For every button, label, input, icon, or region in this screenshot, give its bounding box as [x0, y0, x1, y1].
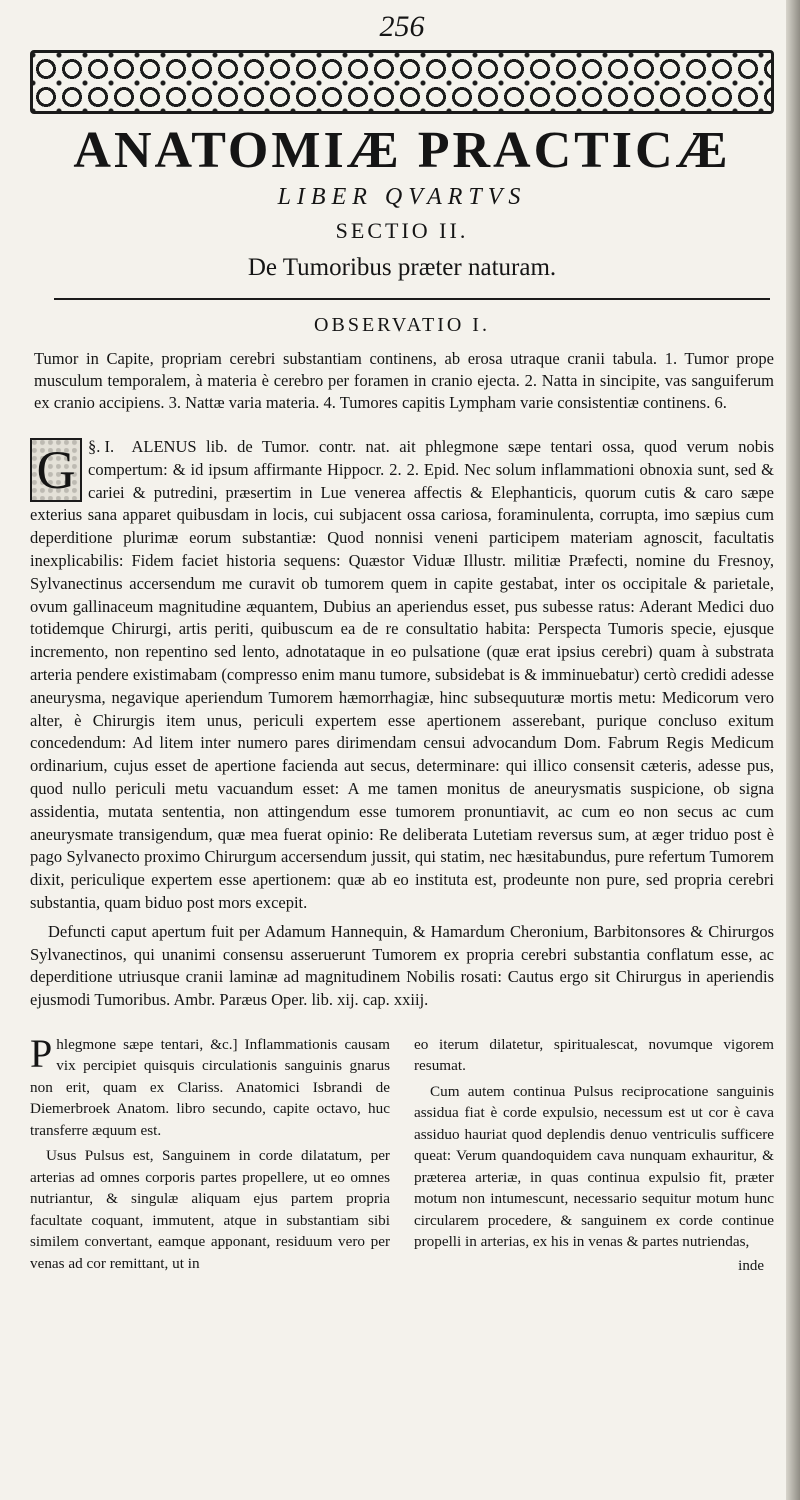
- paragraph-1-text: ALENUS lib. de Tumor. contr. nat. ait phlegmone sæpe tentari ossa, quod verum nobis compertum: & id ipsum affirmante Hippocr. 2. 2. Epid. Nec solum inflammationi obnoxia sunt, sed & cariei & putredini, præsertim in Lue venerea affectis & Elephanticis, quorum cutis & caro sæpe exterius sana apparet quibusdam in locis, cui subjacent ossa cariosa, foraminulenta, corrupta, imo sæpius cum deperditione plurimæ eorum substantiæ: Quod nonnisi veneni participem materiam agnoscit, facultatis inexplicabilis: Fidem faciet historia sequens: Quæstor Viduæ Illustr. militiæ Præfecti, nomine du Fresnoy, Sylvanectinus accersendum me curavit ob tumorem quem in capite gestabat, inter os occipitale & parietale, ovum gallinaceum magnitudine æquantem, Dubius an aperiendus esset, pus subesse ratus: Aderant Medici duo totidemque Chirurgi, artis periti, quibuscum ea de re consultatio habita: Perspecta Tumoris specie, ejusque incremento, non repentino sed lento, adnotataque in eo pulsatione (quæ erat ipsius cerebri) quam à substrata arteria pendere existimabam (compresso enim manu tumore, subsidebat is & imminuebatur) certò credidi adesse aneurysma, negavique aperiendum Tumorem hæmorrhagiæ, hinc subsequuturæ mortis metu: Medicorum vero alter, è Chirurgis item unus, periculi expertem esse apertionem asserebant, purique concluso exitum concedendum: Ad litem inter numero pares dirimendam censui advocandum Dom. Fabrum Regis Medicum ordinarium, cujus esset de apertione facienda aut secus, determinare: qui illico consensit cæteris, adesse pus, quod nullo periculi metu vacuandum esset: A me tamen monitus de aneurysmatis suspicione, ob signa assidentia, mutata sententia, non attingendum esse tumorem pronuntiavit, ac cum eo non secus ac cum aneurysmate transigendum, quæ mea fuerat opinio: Re deliberata Lutetiam reversus sum, at æger triduo post è pago Sylvanecto proximo Chirurgum accersendum jussit, qui statim, nec hæsitabundus, pure refertum Tumorem dixit, periculique expertem esse apertionem: quæ ab eo instituta est, prodeunte non pure, sed propria cerebri substantia, quam biduo post mors excepit.: [30, 437, 774, 912]
- commentary-right-p2: Cum autem continua Pulsus reciprocatione sanguinis assidua fiat è corde expulsio, necessum est ut cor è cava assiduo hauriat quod deplendis denuo ventriculis sufficere queat: Verum quandoquidem cava nunquam exhauritur, & præterea arteriæ, in quas continua expulsio fit, præter motum non intumescunt, necessario sequitur motum hunc circularem procedere, & sanguinem ex corde continue propelli in arterias, ex his in venas & partes nutriendas,: [414, 1082, 774, 1251]
- book-subtitle: LIBER QVARTVS: [277, 184, 527, 210]
- commentary-right-p1: eo iterum dilatetur, spiritualescat, novumque vigorem resumat.: [414, 1035, 774, 1075]
- main-title: ANATOMIÆ PRACTICÆ: [73, 122, 731, 179]
- commentary-left-column: [30, 1030, 390, 1279]
- section-mark: §. I.: [88, 437, 115, 456]
- observation-summary: Tumor in Capite, propriam cerebri substantiam continens, ab erosa utraque cranii tabula. 1. Tumor prope musculum temporalem, à materia è cerebro per foramen in cranio ejecta. 2. Natta in sincipite, vas sanguiferum ex cranio accipiens. 3. Nattæ varia materia. 4. Tumores capitis Lympham varie consistentiæ continens. 6.: [34, 349, 774, 412]
- commentary-left-p2: Usus Pulsus est, Sanguinem in corde dilatatum, per arterias ad omnes corporis partes propellere, ut eo omnes nutriantur, & singulæ aliquam ejus partem propria facultate coquant, immutent, atque in substantiam sibi similem convertant, eamque apponant, residuum vero per venas ad cor remittant, ut in: [30, 1147, 390, 1272]
- commentary-left-p1: [30, 1030, 390, 1142]
- observation-title: OBSERVATIO I.: [314, 314, 490, 336]
- page-number: 256: [379, 10, 425, 43]
- paragraph-2: Defuncti caput apertum fuit per Adamum Hannequin, & Hamardum Cheronium, Barbitonsores & Chirurgos Sylvanectinos, qui unanimi consensu asseruerunt Tumorem ex propria cerebri substantia conflatum esse, ac deperditione utriusque cranii laminæ ad magnitudinem Nobilis rosati: Cautus ergo sit Chirurgus in aperiendis ejusmodi Tumoribus. Ambr. Paræus Oper. lib. xij. cap. xxiij.: [30, 921, 774, 1010]
- commentary-right-column: [414, 1034, 774, 1279]
- section-label: SECTIO II.: [335, 218, 469, 243]
- drop-cap: G: [30, 438, 82, 502]
- main-text: [30, 436, 774, 1012]
- commentary-drop-cap: P: [30, 1030, 53, 1076]
- commentary-left-p1-text: hlegmone sæpe tentari, &c.] Inflammationis causam vix percipiet quisquis circulationis sanguinis gnarus non erit, quam ex Clariss. Anatomici Isbrandi de Diemerbroek Anatom. libro secundo, capite octavo, huc transferre æquum est.: [30, 1035, 390, 1139]
- section-heading: De Tumoribus præter naturam.: [247, 254, 557, 281]
- paragraph-1: [30, 436, 774, 915]
- catchword: inde: [738, 1257, 764, 1274]
- divider-rule: [54, 298, 770, 300]
- book-spine-shadow: [786, 0, 800, 1500]
- decorative-header-band: [30, 50, 774, 114]
- commentary-columns: [30, 1030, 774, 1279]
